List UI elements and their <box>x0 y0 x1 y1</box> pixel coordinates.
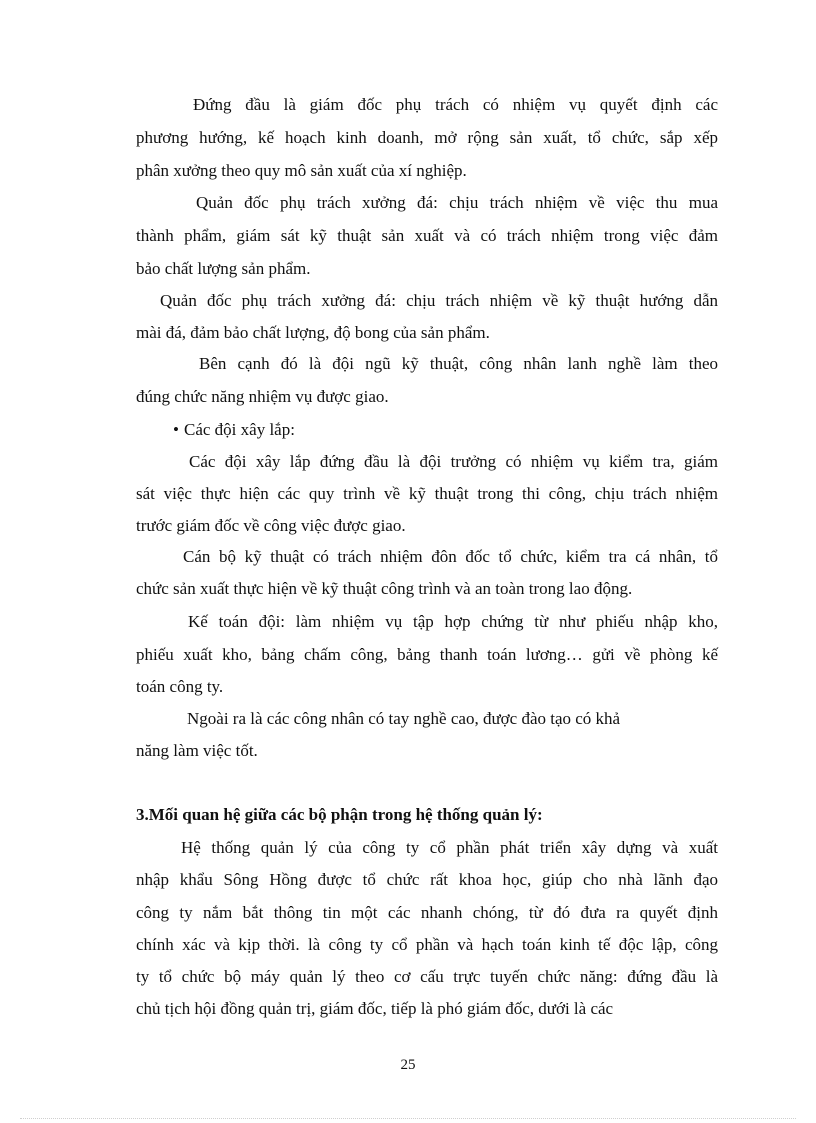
paragraph-7-line-1: Cán bộ kỹ thuật có trách nhiệm đôn đốc tổ chức, kiểm tra cá nhân, tổ <box>183 547 718 566</box>
page-bottom-border <box>20 1118 796 1119</box>
paragraph-6-line-1: Các đội xây lắp đứng đầu là đội trưởng có nhiệm vụ kiểm tra, giám <box>189 452 718 471</box>
paragraph-1-line-3: phân xưởng theo quy mô sản xuất của xí nghiệp. <box>136 161 467 180</box>
paragraph-11-line-4: chính xác và kịp thời. là công ty cổ phần và hạch toán kinh tế độc lập, công <box>136 935 718 954</box>
bullet-item-teams: Các đội xây lắp: <box>184 420 295 439</box>
paragraph-2-line-2: thành phẩm, giám sát kỹ thuật sản xuất và có trách nhiệm trong việc đảm <box>136 226 718 245</box>
section-heading: 3.Mối quan hệ giữa các bộ phận trong hệ thống quản lý: <box>136 805 543 824</box>
paragraph-8-line-1: Kế toán đội: làm nhiệm vụ tập hợp chứng từ như phiếu nhập kho, <box>188 612 718 631</box>
paragraph-1-line-2: phương hướng, kế hoạch kinh doanh, mở rộng sản xuất, tổ chức, sắp xếp <box>136 128 718 147</box>
page-number: 25 <box>400 1057 416 1073</box>
paragraph-1-line-1: Đứng đầu là giám đốc phụ trách có nhiệm vụ quyết định các <box>193 95 718 114</box>
paragraph-11-line-2: nhập khẩu Sông Hồng được tổ chức rất khoa học, giúp cho nhà lãnh đạo <box>136 870 718 889</box>
paragraph-9-line-1: Ngoài ra là các công nhân có tay nghề cao, được đào tạo có khả <box>187 709 621 728</box>
paragraph-4-line-2: đúng chức năng nhiệm vụ được giao. <box>136 387 389 406</box>
paragraph-8-line-2: phiếu xuất kho, bảng chấm công, bảng thanh toán lương… gửi về phòng kế <box>136 645 718 664</box>
paragraph-2-line-3: bảo chất lượng sản phẩm. <box>136 259 311 278</box>
paragraph-9-line-2: năng làm việc tốt. <box>136 741 258 760</box>
bullet-icon: • <box>173 420 179 439</box>
paragraph-6-line-3: trước giám đốc về công việc được giao. <box>136 516 406 535</box>
paragraph-11-line-6: chủ tịch hội đồng quản trị, giám đốc, tiếp là phó giám đốc, dưới là các <box>136 999 614 1018</box>
paragraph-6-line-2: sát việc thực hiện các quy trình về kỹ thuật trong thi công, chịu trách nhiệm <box>136 484 718 503</box>
paragraph-11-line-3: công ty nắm bắt thông tin một các nhanh chóng, từ đó đưa ra quyết định <box>136 903 718 922</box>
paragraph-4-line-1: Bên cạnh đó là đội ngũ kỹ thuật, công nhân lanh nghề làm theo <box>199 354 718 373</box>
paragraph-3-line-1: Quản đốc phụ trách xưởng đá: chịu trách nhiệm về kỹ thuật hướng dẫn <box>160 291 718 310</box>
paragraph-2-line-1: Quản đốc phụ trách xưởng đá: chịu trách nhiệm về việc thu mua <box>196 193 718 212</box>
paragraph-7-line-2: chức sản xuất thực hiện về kỹ thuật công trình và an toàn trong lao động. <box>136 579 633 598</box>
paragraph-3-line-2: mài đá, đảm bảo chất lượng, độ bong của sản phẩm. <box>136 323 490 342</box>
paragraph-11-line-5: ty tổ chức bộ máy quản lý theo cơ cấu trực tuyến chức năng: đứng đầu là <box>136 967 718 986</box>
paragraph-11-line-1: Hệ thống quản lý của công ty cổ phần phát triển xây dựng và xuất <box>181 838 718 857</box>
paragraph-8-line-3: toán công ty. <box>136 677 224 696</box>
